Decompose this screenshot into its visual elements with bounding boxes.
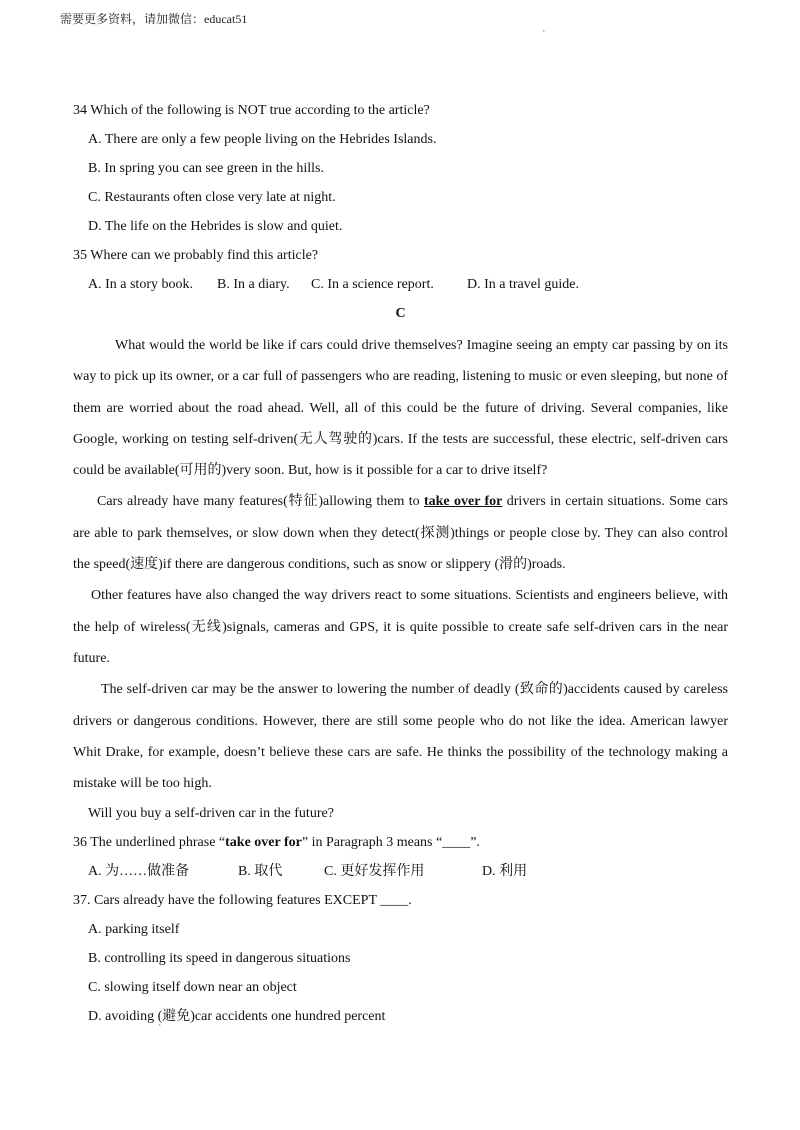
passage-p4-text: The self-driven car may be the answer to lowering the number of deadly (致命的)accidents caused by careless drivers or dangerous conditions. However, there are still some people who do not like the idea. American lawyer Whit Drake, for example, doesn’t believe these cars are safe. He thinks the possibility of the technology making a mistake will be too high.: [73, 682, 728, 792]
passage-paragraph-5: Will you buy a self-driven car in the future?: [88, 806, 334, 822]
q36-stem: [73, 828, 728, 857]
q36-option-c: C. 更好发挥作用: [324, 864, 425, 880]
page-content: [73, 96, 728, 1031]
q34-option-b: B. In spring you can see green in the hills.: [88, 161, 325, 176]
header-note: 需要更多资料，请加微信：educat51: [60, 12, 248, 26]
q37-stem: 37. Cars already have the following features EXCEPT ____.: [73, 893, 412, 909]
q36-stem-phrase: take over for: [225, 835, 302, 851]
passage-p2-after: drivers in certain situations. Some cars are able to park themselves, or slow down when they detect(探测)things or people close by. They can also control the speed(速度)if there are dangerous conditions, such as snow or slippery (滑的)roads.: [73, 494, 728, 573]
underlined-phrase: take over for: [423, 494, 503, 510]
q35-stem: 35 Where can we probably find this article?: [73, 248, 319, 263]
q36-options: [73, 857, 728, 886]
q36-stem-after: ” in Paragraph 3 means “____”.: [301, 835, 480, 851]
q36-stem-before: 36 The underlined phrase “: [73, 835, 226, 851]
section-label: C: [395, 306, 406, 321]
passage-p1-text: What would the world be like if cars could drive themselves? Imagine seeing an empty car passing by on its way to pick up its owner, or a car full of passengers who are reading, listening to music or even sleeping, but none of them are worried about the road ahead. Well, all of this could be the future of driving. Several companies, like Google, working on testing self-driven(无人驾驶的)cars. If the tests are successful, these electric, self-driven cars could be available(可用的)very soon. But, how is it possible for a car to drive itself?: [73, 338, 728, 479]
q37-option-a: A. parking itself: [88, 922, 180, 938]
stray-mark: ˋ: [158, 1024, 162, 1035]
q36-option-a: A. 为……做准备: [88, 864, 190, 880]
passage-paragraph-3: [73, 580, 728, 674]
q34-option-c: C. Restaurants often close very late at night.: [88, 190, 336, 205]
q35-option-a: A. In a story book.: [88, 277, 193, 292]
q34-stem: 34 Which of the following is NOT true according to the article?: [73, 103, 430, 118]
q35-option-c: C. In a science report.: [311, 277, 434, 292]
passage-paragraph-4: [73, 674, 728, 799]
q37-option-c: C. slowing itself down near an object: [88, 980, 297, 996]
q35-option-d: D. In a travel guide.: [467, 277, 579, 292]
passage-p2-before: Cars already have many features(特征)allowing them to: [97, 494, 424, 510]
passage-paragraph-2: [73, 486, 728, 580]
q35-option-b: B. In a diary.: [217, 277, 290, 292]
passage-paragraph-1: [73, 330, 728, 486]
stray-mark: ˋ: [542, 30, 546, 41]
q34-option-a: A. There are only a few people living on the Hebrides Islands.: [88, 132, 437, 147]
q34-option-d: D. The life on the Hebrides is slow and quiet.: [88, 219, 343, 234]
passage-p3-text: Other features have also changed the way drivers react to some situations. Scientists and engineers believe, with the help of wireless(无线)signals, cameras and GPS, it is quite possible to create safe self-driven cars in the near future.: [73, 588, 728, 666]
q36-option-b: B. 取代: [238, 864, 283, 880]
q36-option-d: D. 利用: [482, 864, 528, 880]
q35-options: [73, 270, 728, 299]
q37-option-b: B. controlling its speed in dangerous situations: [88, 951, 351, 967]
q37-option-d: D. avoiding (避免)car accidents one hundred percent: [88, 1009, 386, 1025]
